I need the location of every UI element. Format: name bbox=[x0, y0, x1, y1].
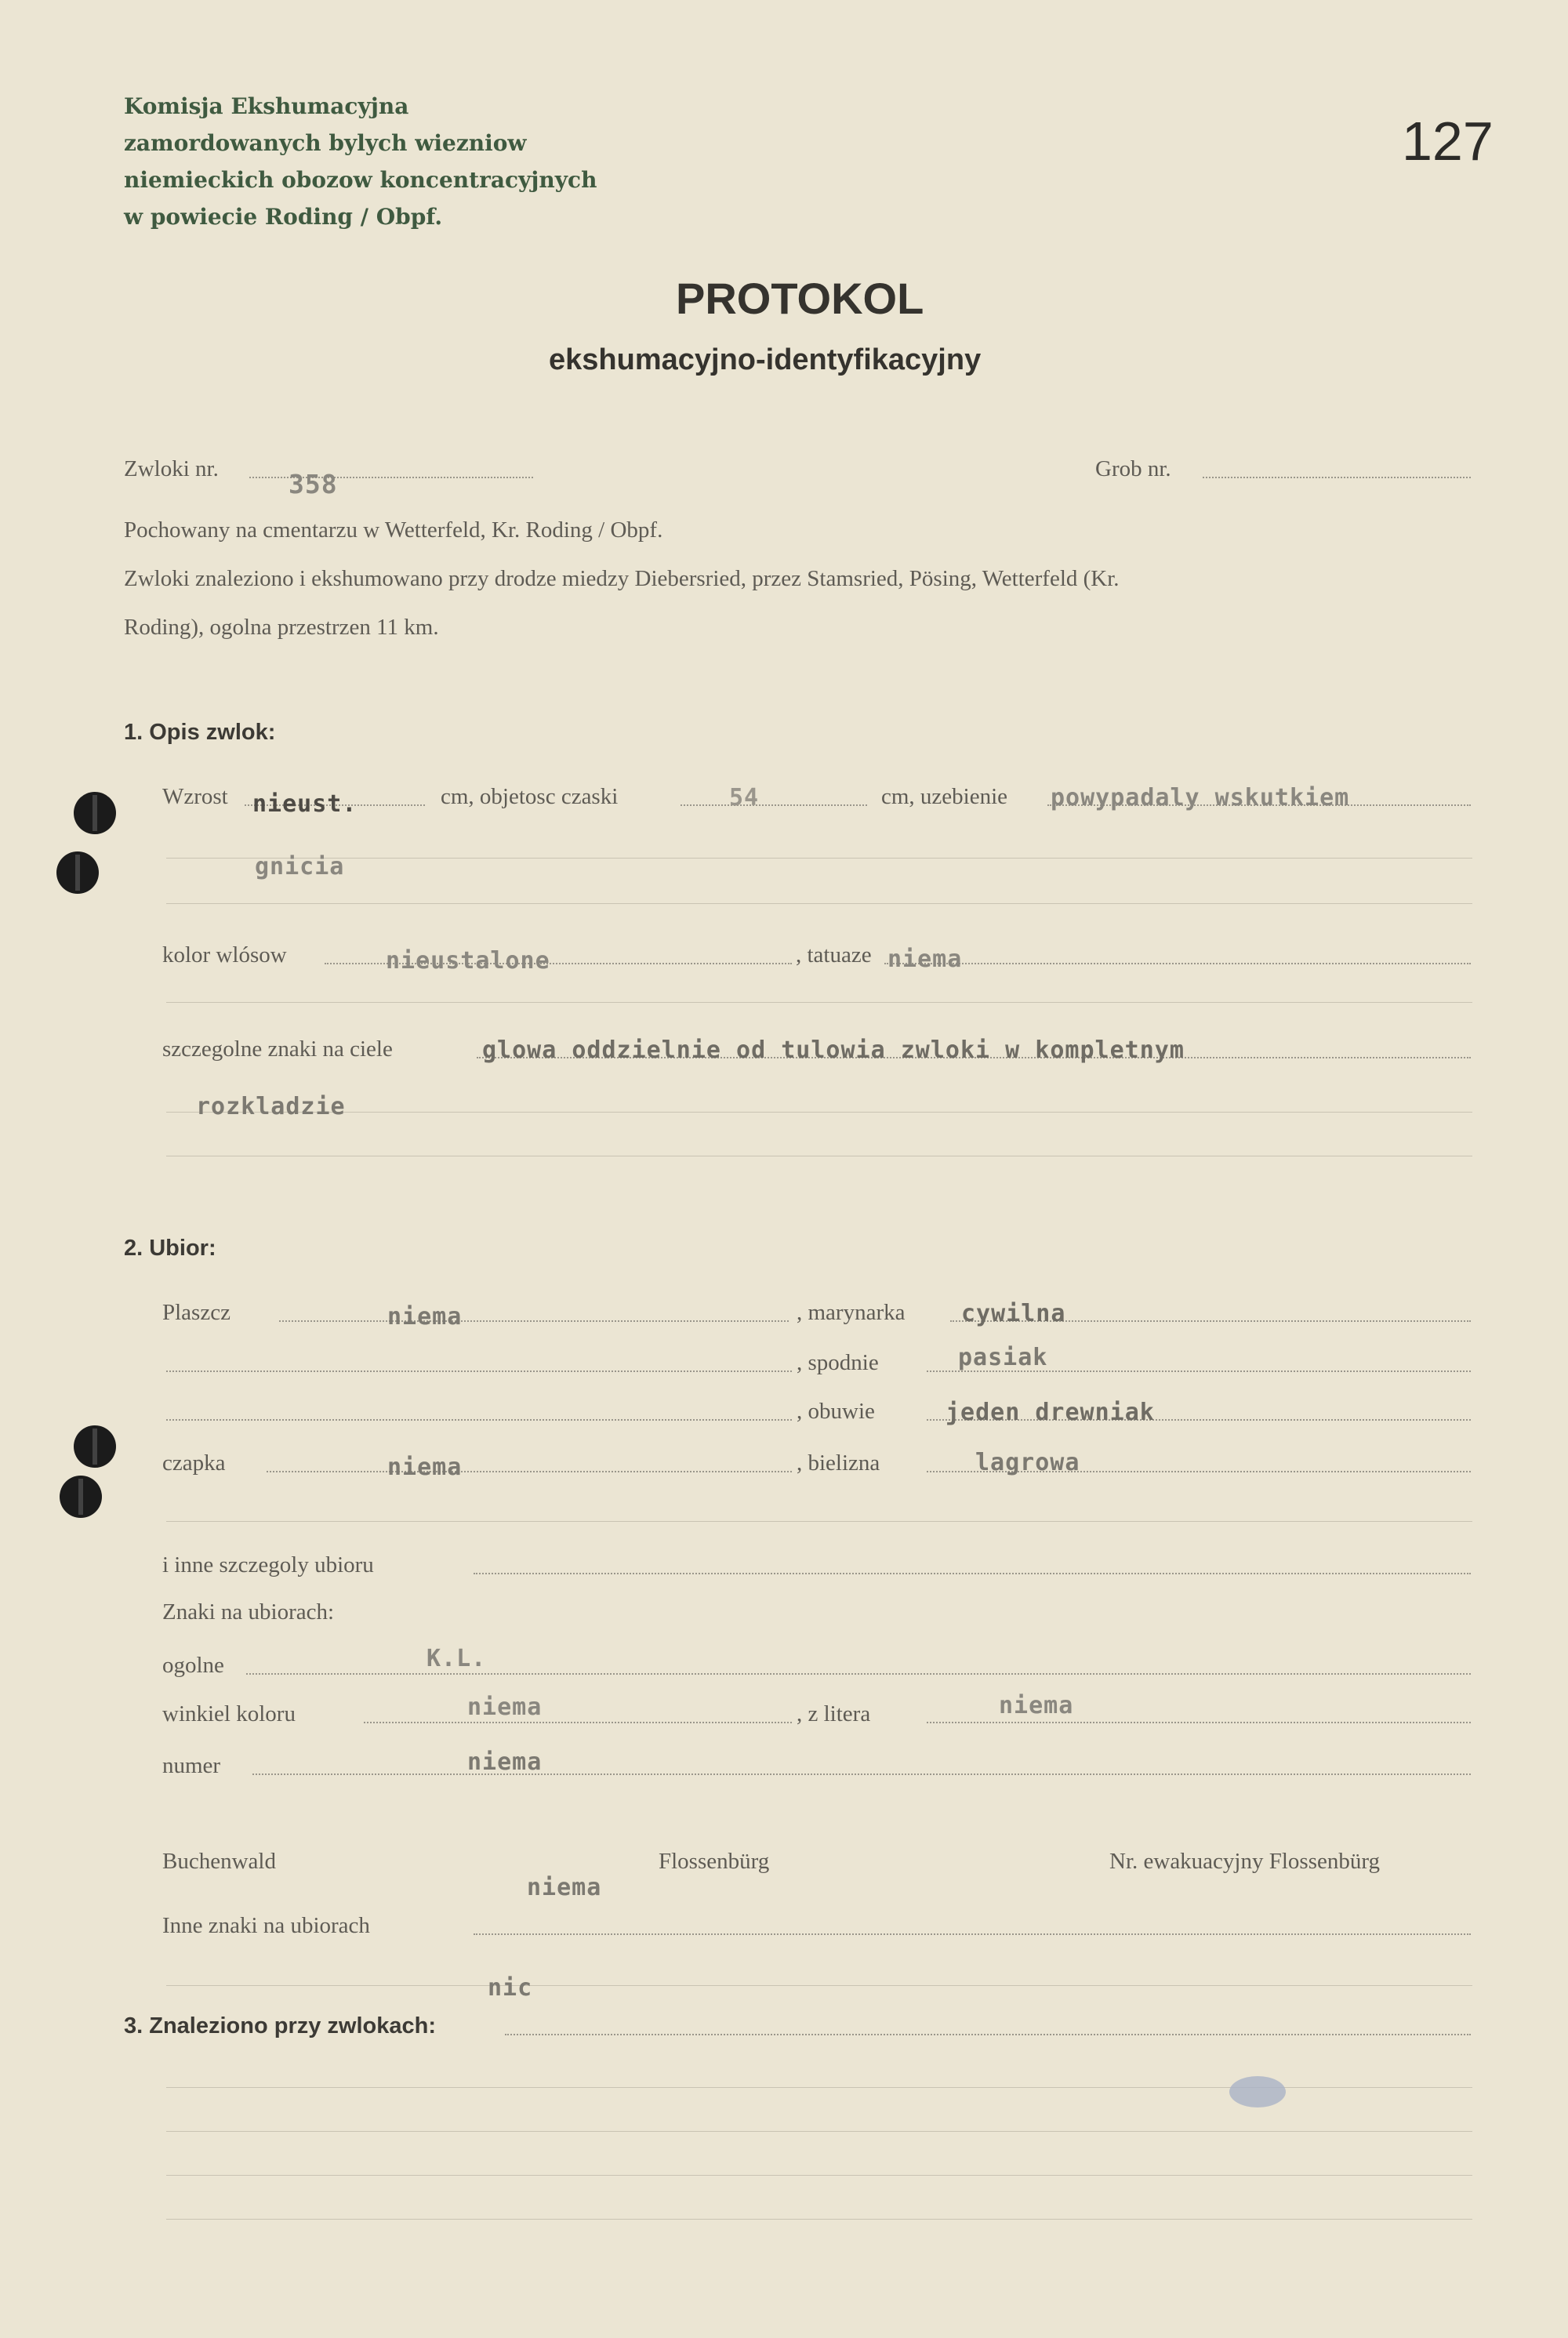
punch-hole bbox=[74, 1425, 116, 1468]
obuwie-label: , obuwie bbox=[797, 1399, 875, 1424]
ogolne-field-line bbox=[246, 1673, 1471, 1675]
kolor-wlosow-value: nieustalone bbox=[386, 947, 550, 975]
grob-field-line bbox=[1203, 477, 1471, 478]
inne-znaki-label: Inne znaki na ubiorach bbox=[162, 1913, 370, 1938]
znaki-szczegolne-value: glowa oddzielnie od tulowia zwloki w kompletnym bbox=[482, 1036, 1185, 1064]
camp-value: niema bbox=[527, 1874, 602, 1901]
found-location-line-1: Zwloki znaleziono i ekshumowano przy drodze miedzy Diebersried, przez Stamsried, Pösing, Wetterfeld (Kr. bbox=[124, 566, 1120, 591]
czapka-value: niema bbox=[387, 1454, 463, 1481]
ruled-line bbox=[166, 1002, 1472, 1003]
z-litera-value: niema bbox=[999, 1692, 1074, 1719]
winkiel-value: niema bbox=[467, 1694, 543, 1721]
spodnie-left-line bbox=[166, 1370, 792, 1372]
bielizna-value: lagrowa bbox=[975, 1449, 1080, 1476]
czaszka-value: 54 bbox=[729, 784, 760, 811]
czaszka-label: cm, objetosc czaski bbox=[441, 784, 619, 809]
bielizna-label: , bielizna bbox=[797, 1450, 880, 1476]
czapka-label: czapka bbox=[162, 1450, 226, 1476]
ink-stamp-mark bbox=[1229, 2076, 1286, 2107]
inne-znaki-field-line bbox=[474, 1933, 1471, 1935]
commission-name-line-3: niemieckich obozow koncentracyjnych bbox=[124, 167, 597, 193]
uzebienie-continuation-line bbox=[166, 858, 1472, 859]
inne-szczegoly-label: i inne szczegoly ubioru bbox=[162, 1552, 374, 1577]
obuwie-left-line bbox=[166, 1419, 792, 1421]
found-location-line-2: Roding), ogolna przestrzen 11 km. bbox=[124, 615, 439, 640]
wzrost-label: Wzrost bbox=[162, 784, 228, 809]
znaki-na-ubiorach-label: Znaki na ubiorach: bbox=[162, 1599, 335, 1625]
ruled-line bbox=[166, 1985, 1472, 1986]
plaszcz-field-line bbox=[279, 1320, 789, 1322]
document-subtitle: ekshumacyjno-identyfikacyjny bbox=[549, 343, 982, 376]
ruled-line bbox=[166, 903, 1472, 904]
zwloki-label: Zwloki nr. bbox=[124, 456, 219, 481]
ruled-line bbox=[166, 1112, 1472, 1113]
litera-field-line bbox=[927, 1722, 1471, 1723]
znaleziono-field-line bbox=[505, 2034, 1471, 2035]
numer-value: niema bbox=[467, 1748, 543, 1776]
znaki-szczegolne-value-continued: rozkladzie bbox=[196, 1093, 346, 1120]
ruled-line bbox=[166, 2219, 1472, 2220]
section-2-heading: 2. Ubior: bbox=[124, 1236, 216, 1261]
winkiel-label: winkiel koloru bbox=[162, 1701, 296, 1726]
punch-hole bbox=[56, 851, 99, 894]
spodnie-value: pasiak bbox=[958, 1344, 1048, 1371]
tatuaze-field-line bbox=[884, 963, 1471, 964]
uzebienie-value: powypadaly wskutkiem bbox=[1051, 784, 1350, 811]
punch-hole bbox=[74, 792, 116, 834]
znaki-szczegolne-label: szczegolne znaki na ciele bbox=[162, 1036, 393, 1062]
section-1-heading: 1. Opis zwlok: bbox=[124, 720, 276, 745]
document-title: PROTOKOL bbox=[676, 274, 924, 323]
section-3-heading: 3. Znaleziono przy zwlokach: bbox=[124, 2013, 437, 2038]
inne-szczegoly-field-line bbox=[474, 1573, 1471, 1574]
flossenburg-label: Flossenbürg bbox=[659, 1849, 770, 1874]
ewakuacyjny-label: Nr. ewakuacyjny Flossenbürg bbox=[1109, 1849, 1380, 1874]
commission-name-line-2: zamordowanych bylych wiezniow bbox=[124, 130, 527, 156]
plaszcz-label: Plaszcz bbox=[162, 1300, 230, 1325]
uzebienie-value-continued: gnicia bbox=[255, 853, 345, 880]
numer-label: numer bbox=[162, 1753, 221, 1778]
punch-hole bbox=[60, 1476, 102, 1518]
ruled-line bbox=[166, 2131, 1472, 2132]
commission-name-line-4: w powiecie Roding / Obpf. bbox=[124, 204, 443, 230]
ruled-line bbox=[166, 2175, 1472, 2176]
z-litera-label: , z litera bbox=[797, 1701, 871, 1726]
czaszka-field-line bbox=[681, 804, 867, 806]
commission-name-line-1: Komisja Ekshumacyjna bbox=[124, 93, 409, 119]
kolor-wlosow-label: kolor wlósow bbox=[162, 942, 287, 968]
zwloki-number: 358 bbox=[289, 469, 338, 499]
czapka-field-line bbox=[267, 1471, 792, 1472]
page-number: 127 bbox=[1402, 111, 1494, 172]
marynarka-label: , marynarka bbox=[797, 1300, 906, 1325]
obuwie-value: jeden drewniak bbox=[946, 1399, 1155, 1426]
grob-label: Grob nr. bbox=[1095, 456, 1171, 481]
winkiel-field-line bbox=[364, 1722, 792, 1723]
spodnie-label: , spodnie bbox=[797, 1350, 879, 1375]
wzrost-value: nieust. bbox=[252, 790, 358, 818]
buchenwald-label: Buchenwald bbox=[162, 1849, 276, 1874]
inne-znaki-value: nic bbox=[488, 1974, 533, 2002]
tatuaze-value: niema bbox=[887, 946, 963, 973]
plaszcz-value: niema bbox=[387, 1303, 463, 1331]
uzebienie-label: cm, uzebienie bbox=[881, 784, 1008, 809]
marynarka-value: cywilna bbox=[961, 1300, 1066, 1327]
ruled-line bbox=[166, 1521, 1472, 1522]
numer-field-line bbox=[252, 1773, 1471, 1775]
ogolne-value: K.L. bbox=[426, 1645, 487, 1672]
burial-place-text: Pochowany na cmentarzu w Wetterfeld, Kr. Roding / Obpf. bbox=[124, 517, 663, 543]
tatuaze-label: , tatuaze bbox=[796, 942, 872, 968]
ogolne-label: ogolne bbox=[162, 1653, 224, 1678]
